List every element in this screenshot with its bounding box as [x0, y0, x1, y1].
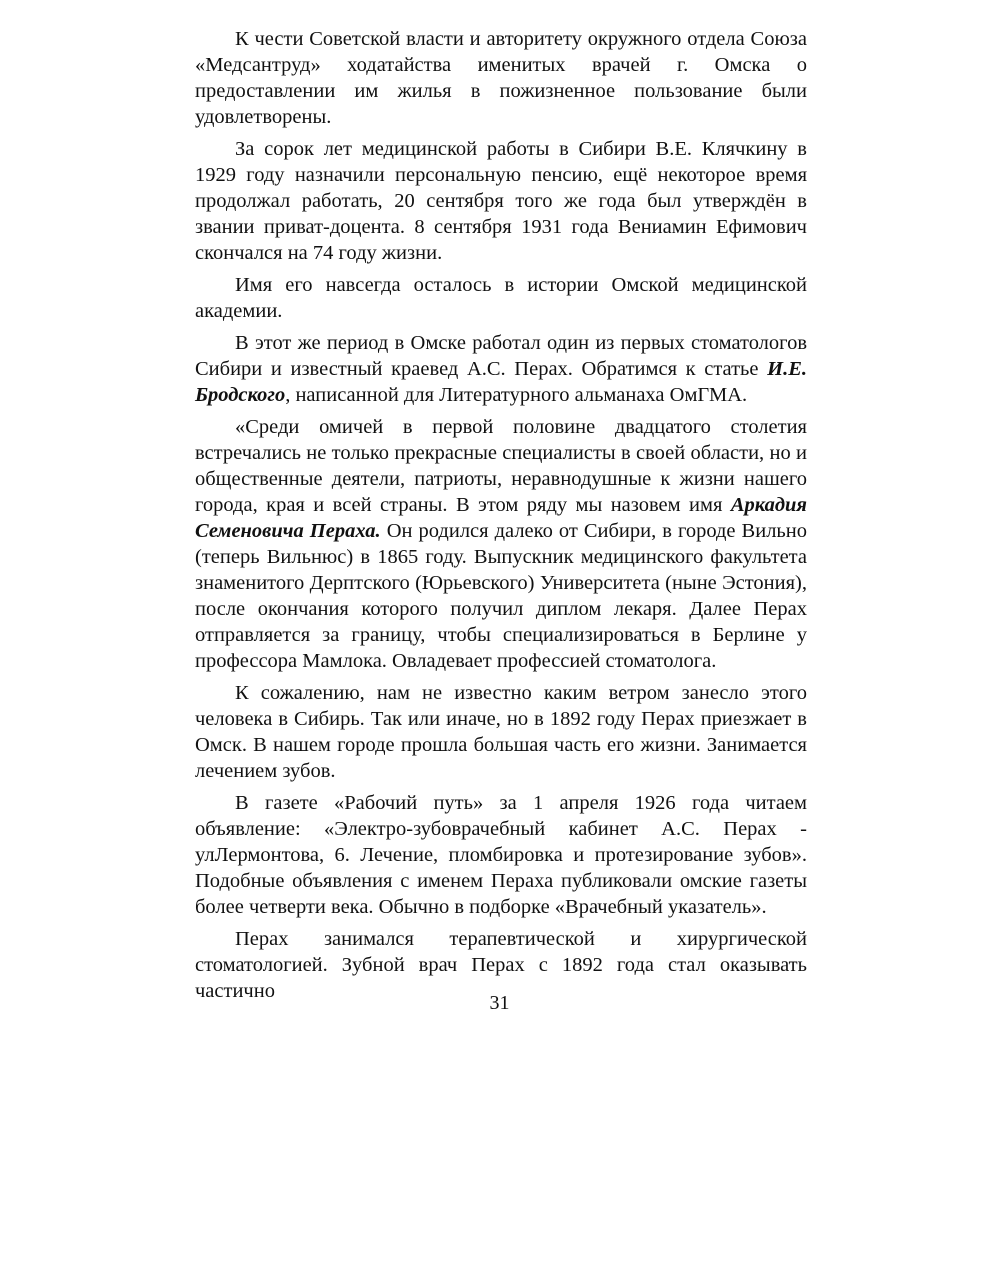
paragraph-4-text-after: , написанной для Литературного альманаха ОмГМА. [285, 384, 748, 406]
paragraph-5-text-before: «Среди омичей в первой половине двадцатого столетия встречались не только прекрасные специалисты в своей области, но и общественные деятели, патриоты, неравнодушные к жизни нашего города, края и всей страны. В этом ряду мы назовем имя [195, 416, 807, 516]
paragraph-5 [195, 414, 807, 674]
paragraph-8: Перах занимался терапевтической и хирургической стоматологией. Зубной врач Перах с 1892 года стал оказывать частично [195, 928, 807, 1002]
paragraph-7: В газете «Рабочий путь» за 1 апреля 1926 года читаем объявление: «Электро-зубоврачебный кабинет А.С. Перах - улЛермонтова, 6. Лечение, пломбировка и протезирование зубов». Подобные объявления с именем Пераха публиковали омские газеты более четверти века. Обычно в подборке «Врачебный указатель». [195, 792, 807, 918]
person-name-perakh: Аркадия Семеновича Пераха. [195, 494, 807, 542]
paragraph-5-text-after: Он родился далеко от Сибири, в городе Вильно (теперь Вильнюс) в 1865 году. Выпускник медицинского факультета знаменитого Дерптского (Юрьевского) Университета (ныне Эстония), после окончания которого получил диплом лекаря. Далее Перах отправляется за границу, чтобы специализироваться в Берлине у профессора Мамлока. Овладевает профессией стоматолога. [195, 520, 807, 672]
paragraph-6: К сожалению, нам не известно каким ветром занесло этого человека в Сибирь. Так или иначе, но в 1892 году Перах приезжает в Омск. В нашем городе прошла большая часть его жизни. Занимается лечением зубов. [195, 682, 807, 782]
paragraph-1: К чести Советской власти и авторитету окружного отдела Союза «Медсантруд» ходатайства именитых врачей г. Омска о предоставлении им жилья в пожизненное пользование были удовлетворены. [195, 28, 807, 128]
paragraph-2: За сорок лет медицинской работы в Сибири В.Е. Клячкину в 1929 году назначили персональную пенсию, ещё некоторое время продолжал работать, 20 сентября того же года был утверждён в звании приват-доцента. 8 сентября 1931 года Вениамин Ефимович скончался на 74 году жизни. [195, 138, 807, 264]
paragraph-3: Имя его навсегда осталось в истории Омской медицинской академии. [195, 274, 807, 322]
paragraph-4-text-before: В этот же период в Омске работал один из первых стоматологов Сибири и известный краевед А.С. Перах. Обратимся к статье [195, 332, 807, 380]
paragraph-4 [195, 330, 807, 408]
page-number: 31 [489, 992, 510, 1014]
author-name-brodsky: И.Е. Бродского [195, 358, 807, 406]
page-body [195, 26, 807, 1010]
